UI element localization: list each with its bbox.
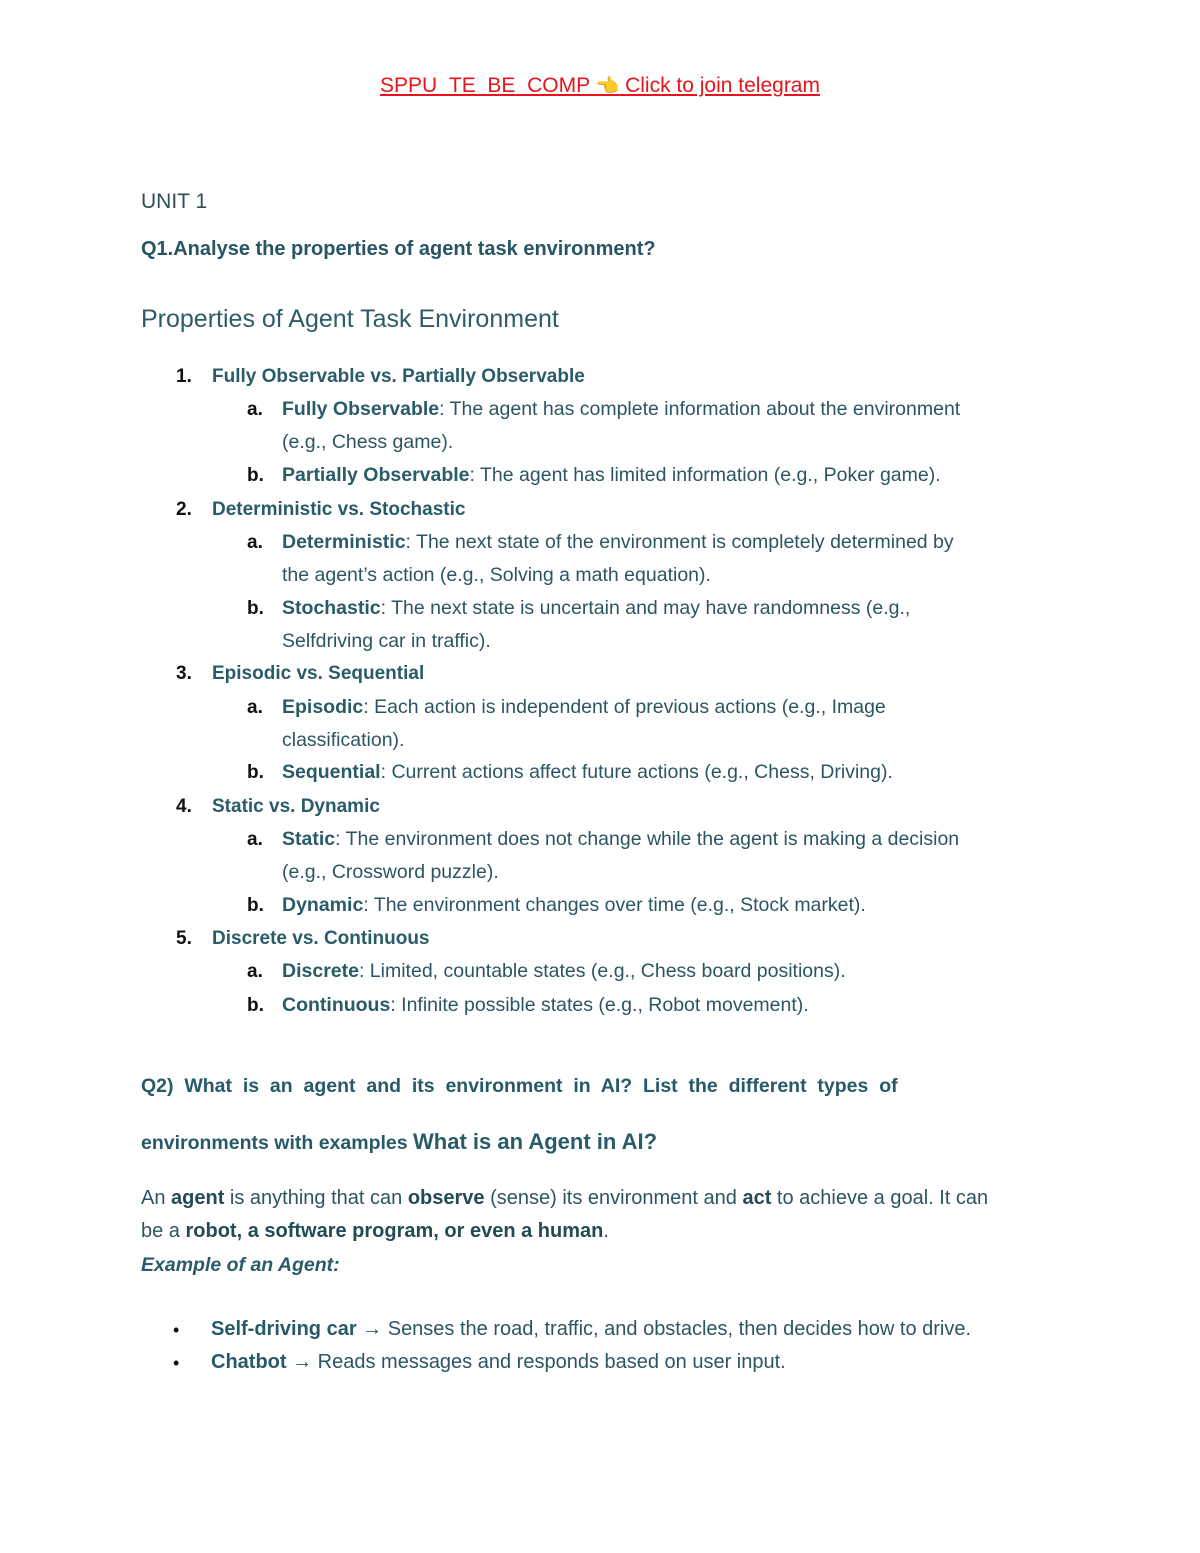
sub-text: : The next state of the environment is completely determined by xyxy=(405,531,954,553)
bullet-icon: • xyxy=(173,1320,180,1340)
bullet-term: Self-driving car xyxy=(211,1318,357,1340)
sub-item-continuation: classification). xyxy=(282,729,405,751)
q2-question-line2 xyxy=(141,1129,657,1155)
q1-question: Q1.Analyse the properties of agent task environment? xyxy=(141,238,656,260)
list-number: 3. xyxy=(176,663,192,684)
list-number: 1. xyxy=(176,366,192,387)
sub-letter: a. xyxy=(247,532,263,553)
list-item-title: Fully Observable vs. Partially Observable xyxy=(212,366,585,387)
sub-item xyxy=(282,894,866,917)
sub-item-continuation: the agent’s action (e.g., Solving a math equation). xyxy=(282,564,711,586)
bullet-text: → Senses the road, traffic, and obstacles, then decides how to drive. xyxy=(356,1318,972,1340)
sub-item xyxy=(282,994,809,1017)
sub-letter: b. xyxy=(247,995,264,1016)
sub-item xyxy=(282,597,910,620)
telegram-link[interactable] xyxy=(0,74,1200,98)
pointing-hand-icon: 👈 xyxy=(595,75,620,97)
sub-text: : Limited, countable states (e.g., Chess board positions). xyxy=(358,960,846,982)
sub-term: Stochastic xyxy=(282,597,381,619)
sub-item-continuation: Selfdriving car in traffic). xyxy=(282,630,491,652)
para-bold: act xyxy=(742,1187,772,1209)
bullet-term: Chatbot xyxy=(211,1351,287,1373)
sub-term: Deterministic xyxy=(282,531,406,553)
list-number: 4. xyxy=(176,796,192,817)
example-label: Example of an Agent: xyxy=(141,1254,340,1276)
sub-term: Dynamic xyxy=(282,894,364,916)
sub-item-continuation: (e.g., Chess game). xyxy=(282,431,454,453)
sub-item-continuation: (e.g., Crossword puzzle). xyxy=(282,861,499,883)
sub-text: : Current actions affect future actions (e.g., Chess, Driving). xyxy=(380,761,893,783)
sub-letter: a. xyxy=(247,697,263,718)
sub-item xyxy=(282,464,941,487)
telegram-link-label[interactable]: SPPU_TE_BE_COMP xyxy=(380,74,590,97)
q2-question-tail: environments with examples xyxy=(141,1132,408,1154)
sub-text: : The next state is uncertain and may have randomness (e.g., xyxy=(380,597,911,619)
para-bold: observe xyxy=(407,1187,485,1209)
sub-term: Episodic xyxy=(282,696,364,718)
sub-item xyxy=(282,761,893,784)
sub-term: Sequential xyxy=(282,761,381,783)
para-text: be a xyxy=(141,1220,186,1242)
sub-text: : The environment changes over time (e.g., Stock market). xyxy=(363,894,866,916)
section-heading: Properties of Agent Task Environment xyxy=(141,305,559,333)
sub-letter: b. xyxy=(247,895,264,916)
bullet-text: → Reads messages and responds based on user input. xyxy=(286,1351,786,1373)
agent-definition-line1 xyxy=(141,1187,988,1210)
agent-heading: What is an Agent in AI? xyxy=(413,1129,658,1154)
para-text: to achieve a goal. It can xyxy=(771,1187,989,1209)
para-text: . xyxy=(603,1220,609,1242)
sub-letter: a. xyxy=(247,829,263,850)
sub-text: : Infinite possible states (e.g., Robot movement). xyxy=(390,994,809,1016)
para-text: An xyxy=(141,1187,172,1209)
sub-text: : The environment does not change while the agent is making a decision xyxy=(335,828,960,850)
sub-term: Fully Observable xyxy=(282,398,440,420)
sub-letter: b. xyxy=(247,465,264,486)
sub-item xyxy=(282,828,959,851)
para-bold: robot, a software program, or even a human xyxy=(185,1220,604,1242)
sub-text: : The agent has complete information about the environment xyxy=(439,398,961,420)
list-item-title: Discrete vs. Continuous xyxy=(212,928,430,949)
sub-text: : The agent has limited information (e.g., Poker game). xyxy=(469,464,941,486)
bullet-icon: • xyxy=(173,1353,180,1373)
list-number: 2. xyxy=(176,499,192,520)
sub-item xyxy=(282,696,886,719)
sub-letter: b. xyxy=(247,598,264,619)
sub-item xyxy=(282,531,954,554)
bullet-item xyxy=(211,1318,971,1341)
sub-term: Continuous xyxy=(282,994,391,1016)
list-number: 5. xyxy=(176,928,192,949)
sub-term: Partially Observable xyxy=(282,464,470,486)
list-item-title: Static vs. Dynamic xyxy=(212,796,380,817)
sub-item xyxy=(282,960,846,983)
sub-letter: a. xyxy=(247,961,263,982)
sub-text: : Each action is independent of previous actions (e.g., Image xyxy=(363,696,886,718)
sub-item xyxy=(282,398,960,421)
unit-label: UNIT 1 xyxy=(141,190,208,213)
sub-letter: b. xyxy=(247,762,264,783)
list-item-title: Deterministic vs. Stochastic xyxy=(212,499,466,520)
sub-term: Static xyxy=(282,828,336,850)
para-text: is anything that can xyxy=(224,1187,408,1209)
sub-letter: a. xyxy=(247,399,263,420)
list-item-title: Episodic vs. Sequential xyxy=(212,663,425,684)
q2-question-line1: Q2) What is an agent and its environment in AI? List the different types of xyxy=(141,1075,898,1097)
para-bold: agent xyxy=(171,1187,225,1209)
agent-definition-line2 xyxy=(141,1220,609,1243)
telegram-join-text[interactable]: Click to join telegram xyxy=(625,74,820,97)
bullet-item xyxy=(211,1351,786,1374)
sub-term: Discrete xyxy=(282,960,359,982)
para-text: (sense) its environment and xyxy=(484,1187,743,1209)
